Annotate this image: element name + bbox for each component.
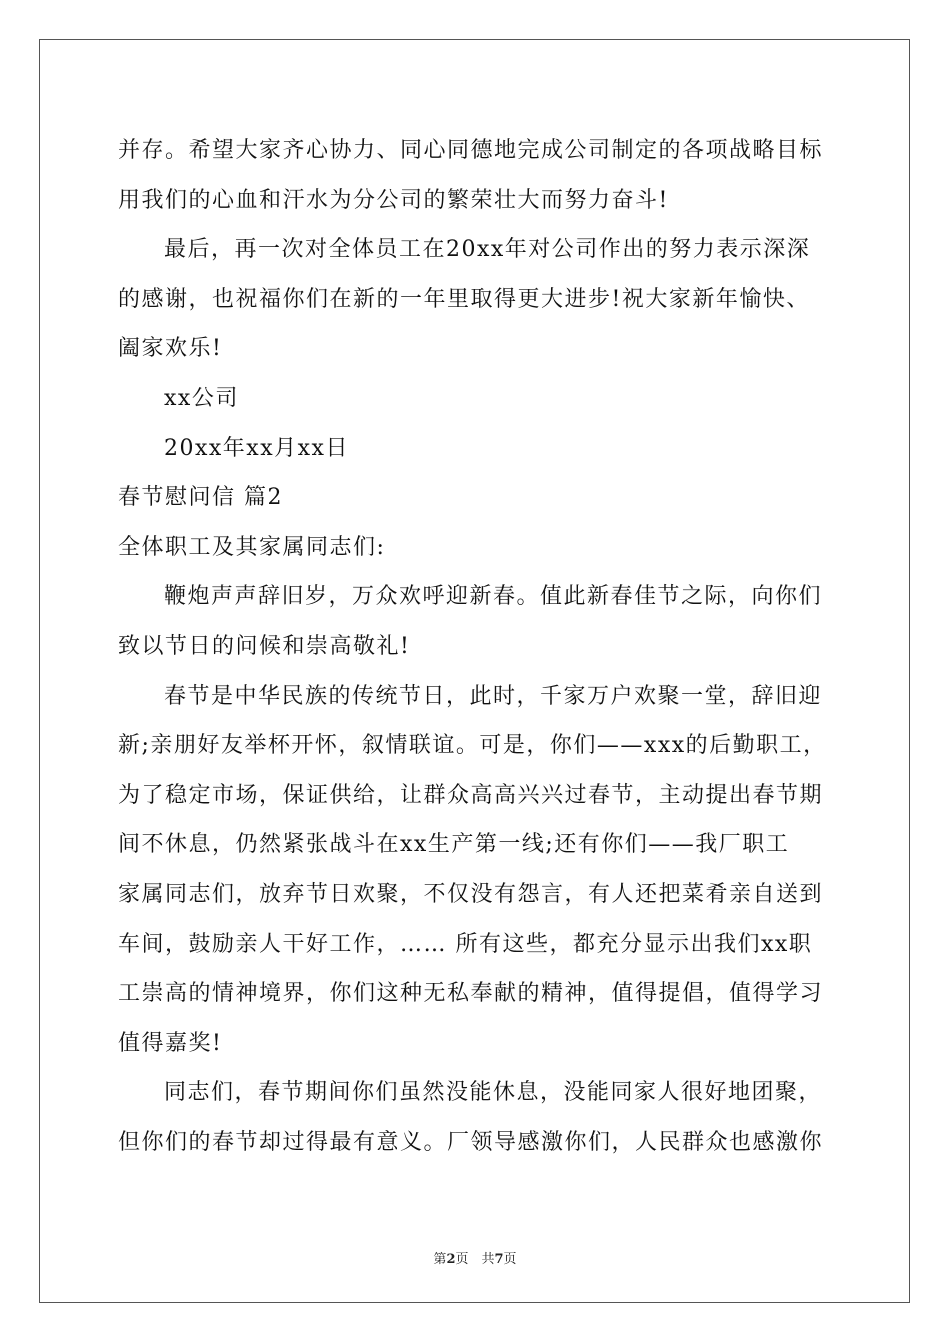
text-line: 用我们的心血和汗水为分公司的繁荣壮大而努力奋斗! bbox=[118, 187, 669, 213]
page-current: 2 bbox=[446, 1252, 456, 1267]
signature-company: xx公司 bbox=[164, 385, 239, 411]
text-line: 鞭炮声声辞旧岁，万众欢呼迎新春。值此新春佳节之际，向你们 bbox=[164, 584, 823, 610]
page-suffix: 页 bbox=[503, 1252, 517, 1267]
salutation: 全体职工及其家属同志们: bbox=[118, 534, 386, 560]
page-footer bbox=[0, 1248, 950, 1267]
text-line: 间不休息，仍然紧张战斗在xx生产第一线;还有你们——我厂职工 bbox=[118, 832, 790, 858]
text-line: 为了稳定市场，保证供给，让群众高高兴兴过春节，主动提出春节期 bbox=[118, 782, 824, 808]
page-prefix: 第 bbox=[433, 1252, 447, 1267]
text-line: 阖家欢乐! bbox=[118, 336, 223, 362]
text-line: 但你们的春节却过得最有意义。厂领导感激你们，人民群众也感激你 bbox=[118, 1129, 824, 1155]
text-line: 春节是中华民族的传统节日，此时，千家万户欢聚一堂，辞旧迎 bbox=[164, 683, 823, 709]
text-line: 同志们，春节期间你们虽然没能休息，没能同家人很好地团聚， bbox=[164, 1080, 823, 1106]
text-line: 新;亲朋好友举杯开怀，叙情联谊。可是，你们——xxx的后勤职工， bbox=[118, 733, 827, 759]
page-mid: 页 共 bbox=[455, 1252, 495, 1267]
text-line: 家属同志们，放弃节日欢聚，不仅没有怨言，有人还把菜肴亲自送到 bbox=[118, 881, 824, 907]
text-line: 最后，再一次对全体员工在20xx年对公司作出的努力表示深深 bbox=[164, 237, 811, 263]
signature-date: 20xx年xx月xx日 bbox=[164, 435, 349, 461]
text-line: 并存。希望大家齐心协力、同心同德地完成公司制定的各项战略目标 bbox=[118, 138, 824, 163]
text-line: 工崇高的情神境界，你们这种无私奉献的精神，值得提倡，值得学习 bbox=[118, 981, 824, 1007]
page-total: 7 bbox=[494, 1252, 504, 1267]
text-line: 值得嘉奖! bbox=[118, 1030, 223, 1056]
text-line: 的感谢，也祝福你们在新的一年里取得更大进步!祝大家新年愉快、 bbox=[118, 286, 810, 312]
text-line: 车间，鼓励亲人干好工作，…… 所有这些，都充分显示出我们xx职 bbox=[118, 931, 813, 957]
section-heading: 春节慰问信 篇2 bbox=[118, 485, 283, 511]
document-body bbox=[118, 126, 838, 1167]
text-line: 致以节日的问候和崇高敬礼! bbox=[118, 633, 411, 659]
